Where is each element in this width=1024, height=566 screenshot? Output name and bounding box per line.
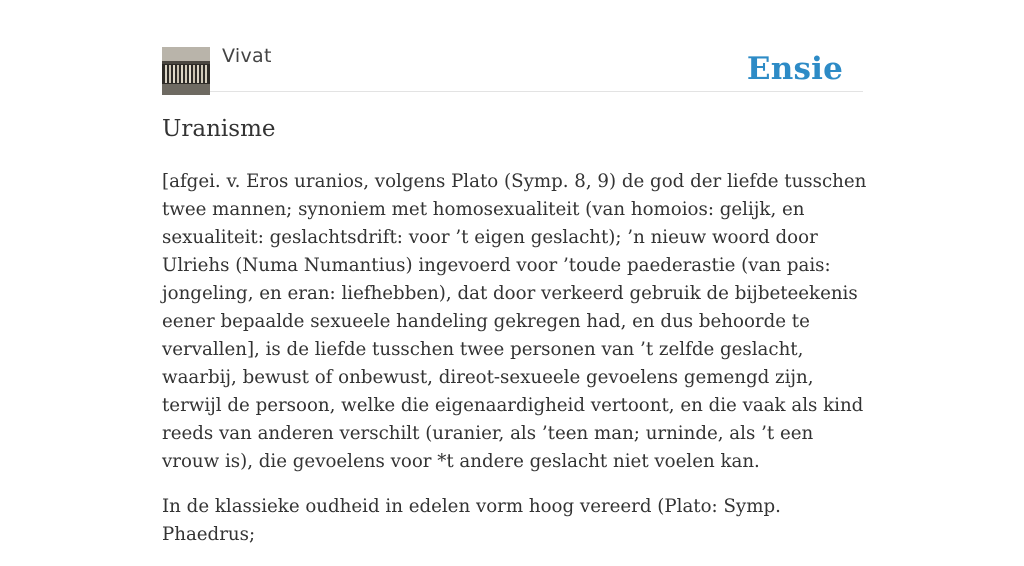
content-column — [162, 0, 867, 545]
article-body — [162, 168, 867, 566]
article-title: Uranisme — [162, 116, 276, 142]
article-paragraph: [afgei. v. Eros uranios, volgens Plato (Symp. 8, 9) de god der liefde tusschen twee mannen; synoniem met homosexualiteit (van homoios: gelijk, en sexualiteit: geslachtsdrift: voor ’t eigen geslacht); ’n nieuw woord door Ulriehs (Numa Numantius) ingevoerd voor ’toude paederastie (van pais: jongeling, en eran: liefhebben), dat door verkeerd gebruik de bijbeteekenis eener bepaalde sexueele handeling gekregen had, en dus behoorde te vervallen], is de liefde tusschen twee personen van ’t zelfde geslacht, waarbij, bewust of onbewust, direot-sexueele gevoelens gemengd zijn, terwijl de persoon, welke die eigenaardigheid vertoont, en die vaak als kind reeds van anderen verschilt (uranier, als ’teen man; urninde, als ’t een vrouw is), die gevoelens voor *t andere geslacht niet voelen kan. — [162, 171, 867, 472]
source-name[interactable]: Vivat — [222, 45, 272, 67]
ensie-logo[interactable]: Ensie — [746, 51, 843, 87]
article-paragraph: In de klassieke oudheid in edelen vorm hoog vereerd (Plato: Symp. Phaedrus; — [162, 496, 781, 545]
source-avatar[interactable] — [162, 47, 210, 95]
header — [162, 0, 863, 92]
bookshelf-avatar-icon — [162, 47, 210, 95]
